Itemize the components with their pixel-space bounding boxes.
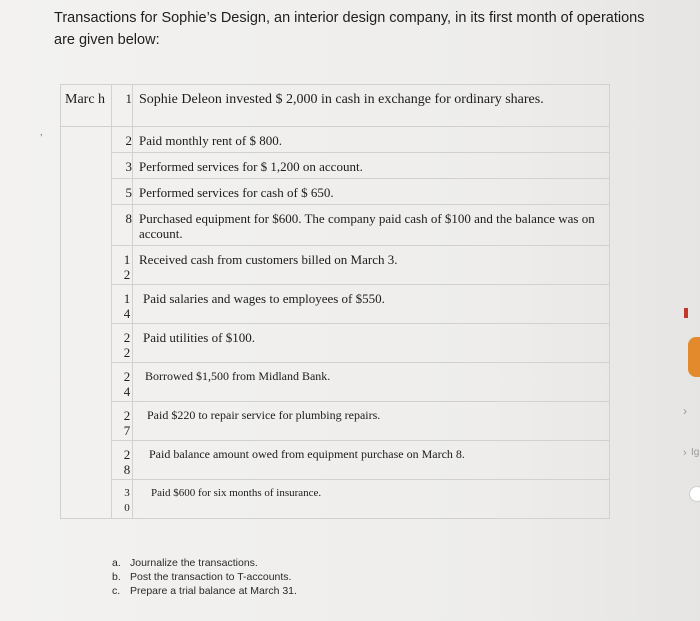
table-row — [61, 285, 610, 324]
transactions-table — [60, 84, 610, 519]
day-cell — [112, 480, 133, 519]
day-label: 1 — [125, 91, 132, 106]
edge-tab-orange — [688, 337, 700, 377]
day-cell — [112, 402, 133, 441]
table-row — [61, 85, 610, 127]
desc-cell — [133, 285, 610, 324]
day-label: 8 — [125, 211, 132, 226]
desc-text: Purchased equipment for $600. The company paid cash of $100 and the balance was on account. — [139, 211, 595, 241]
table-row — [61, 127, 610, 153]
day-cell — [112, 363, 133, 402]
day-label: 28 — [123, 447, 131, 477]
desc-text: Paid $600 for six months of insurance. — [151, 487, 322, 499]
desc-text: Sophie Deleon invested $ 2,000 in cash in exchange for ordinary shares. — [139, 92, 544, 107]
day-cell — [112, 285, 133, 324]
intro-text: Transactions for Sophie’s Design, an interior design company, in its first month of operations are given below: — [54, 10, 645, 48]
task-text: Post the transaction to T-accounts. — [130, 571, 292, 583]
desc-cell — [133, 441, 610, 480]
day-label: 30 — [124, 487, 130, 514]
edge-text: Ig — [691, 447, 700, 458]
desc-text: Performed services for cash of $ 650. — [139, 185, 334, 200]
month-cell — [61, 85, 112, 127]
desc-cell — [133, 153, 610, 179]
desc-text: Paid utilities of $100. — [143, 330, 255, 345]
day-cell — [112, 179, 133, 205]
task-label: a. — [112, 557, 121, 569]
table-row — [61, 246, 610, 285]
desc-cell — [133, 179, 610, 205]
day-label: 12 — [123, 252, 131, 282]
day-cell — [112, 205, 133, 246]
list-item — [112, 570, 297, 584]
day-label: 2 — [125, 133, 132, 148]
table-row — [61, 179, 610, 205]
task-text: Prepare a trial balance at March 31. — [130, 585, 297, 597]
desc-cell — [133, 246, 610, 285]
chevron-right-icon: › — [683, 404, 687, 418]
day-cell — [112, 85, 133, 127]
day-label: 24 — [123, 369, 131, 399]
list-item — [112, 556, 297, 570]
list-item — [112, 584, 297, 598]
day-cell — [112, 153, 133, 179]
desc-cell — [133, 363, 610, 402]
desc-cell — [133, 205, 610, 246]
table-row — [61, 205, 610, 246]
desc-text: Paid $220 to repair service for plumbing repairs. — [147, 408, 381, 422]
desc-cell — [133, 480, 610, 519]
task-text: Journalize the transactions. — [130, 557, 258, 569]
desc-text: Received cash from customers billed on March 3. — [139, 252, 398, 267]
desc-cell — [133, 85, 610, 127]
task-label: c. — [112, 585, 121, 597]
month-label: Marc h — [65, 92, 106, 107]
desc-text: Paid salaries and wages to employees of $550. — [143, 291, 385, 306]
day-cell — [112, 324, 133, 363]
desc-cell — [133, 127, 610, 153]
edge-marker — [684, 308, 688, 318]
desc-text: Paid monthly rent of $ 800. — [139, 133, 282, 148]
margin-mark: , — [40, 127, 43, 137]
desc-cell — [133, 402, 610, 441]
table-row — [61, 324, 610, 363]
circle-icon — [689, 486, 700, 502]
day-label: 5 — [125, 185, 132, 200]
table-row — [61, 441, 610, 480]
day-label: 22 — [123, 330, 131, 360]
task-label: b. — [112, 571, 121, 583]
table-row — [61, 363, 610, 402]
day-label: 14 — [123, 291, 131, 321]
task-list — [112, 556, 297, 598]
table-row — [61, 153, 610, 179]
day-cell — [112, 246, 133, 285]
table-row — [61, 402, 610, 441]
table-row — [61, 480, 610, 519]
desc-text: Borrowed $1,500 from Midland Bank. — [145, 369, 331, 383]
desc-cell — [133, 324, 610, 363]
day-cell — [112, 441, 133, 480]
chevron-right-icon: › — [683, 447, 687, 459]
desc-text: Paid balance amount owed from equipment purchase on March 8. — [149, 447, 465, 461]
desc-text: Performed services for $ 1,200 on account. — [139, 159, 363, 174]
day-label: 3 — [125, 159, 132, 174]
day-label: 27 — [123, 408, 131, 438]
day-cell — [112, 127, 133, 153]
